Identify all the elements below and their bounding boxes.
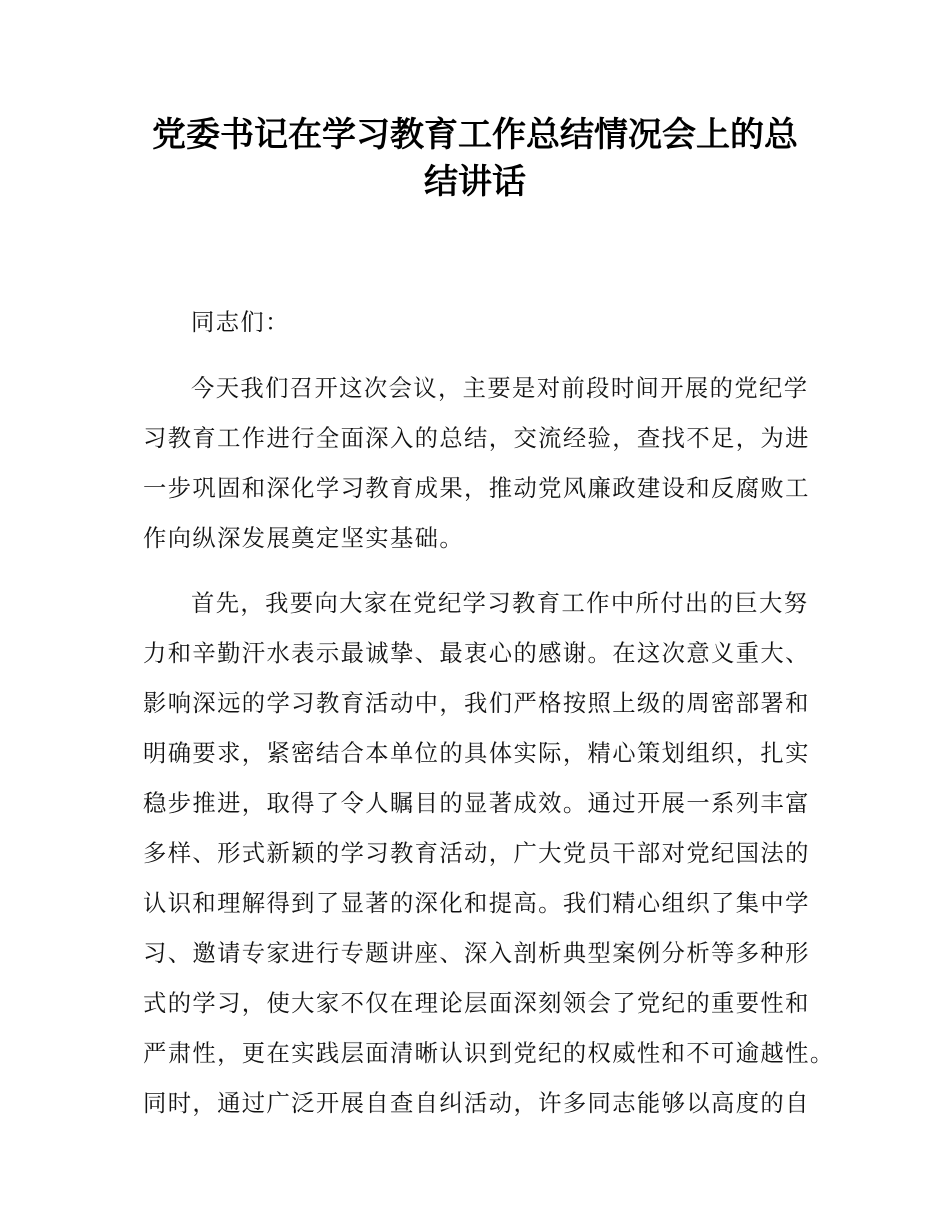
paragraph-line: 式的学习，使大家不仅在理论层面深刻领会了党纪的重要性和 [143, 990, 810, 1017]
paragraph-line: 首先，我要向大家在党纪学习教育工作中所付出的巨大努 [191, 590, 809, 617]
paragraph-line: 严肃性，更在实践层面清晰认识到党纪的权威性和不可逾越性。 [143, 1040, 835, 1067]
paragraph-line: 影响深远的学习教育活动中，我们严格按照上级的周密部署和 [143, 690, 810, 717]
paragraph-line: 习、邀请专家进行专题讲座、深入剖析典型案例分析等多种形 [143, 940, 810, 967]
paragraph-1 [143, 364, 829, 564]
paragraph-line: 习教育工作进行全面深入的总结，交流经验，查找不足，为进 [143, 425, 810, 452]
document-title [120, 112, 830, 206]
title-line: 党委书记在学习教育工作总结情况会上的总 [152, 115, 798, 155]
paragraph-line: 今天我们召开这次会议，主要是对前段时间开展的党纪学 [191, 375, 809, 402]
paragraph-line: 多样、形式新颖的学习教育活动，广大党员干部对党纪国法的 [143, 840, 810, 867]
paragraph-line: 作向纵深发展奠定坚实基础。 [143, 525, 465, 552]
salutation [143, 298, 829, 348]
salutation-text: 同志们： [191, 309, 290, 336]
title-line: 结讲话 [424, 162, 526, 202]
paragraph-2 [143, 579, 835, 1129]
paragraph-line: 认识和理解得到了显著的深化和提高。我们精心组织了集中学 [143, 890, 810, 917]
paragraph-line: 力和辛勤汗水表示最诚挚、最衷心的感谢。在这次意义重大、 [143, 640, 810, 667]
paragraph-line: 明确要求，紧密结合本单位的具体实际，精心策划组织，扎实 [143, 740, 810, 767]
paragraph-line: 同时，通过广泛开展自查自纠活动，许多同志能够以高度的自 [143, 1090, 810, 1117]
paragraph-line: 稳步推进，取得了令人瞩目的显著成效。通过开展一系列丰富 [143, 790, 810, 817]
paragraph-line: 一步巩固和深化学习教育成果，推动党风廉政建设和反腐败工 [143, 475, 810, 502]
